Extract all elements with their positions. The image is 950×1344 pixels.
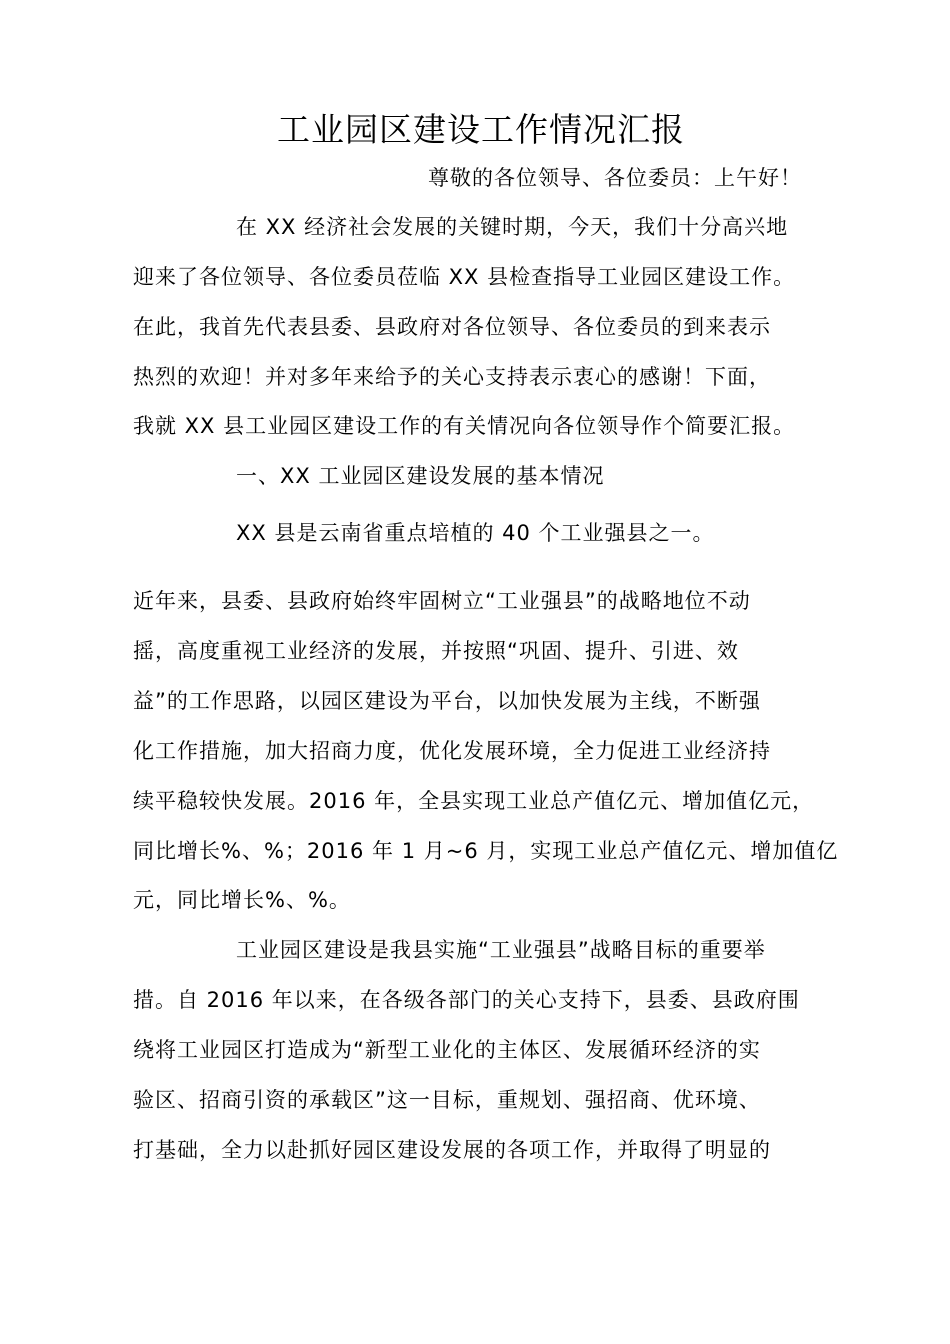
paragraph3-line-5: 续平稳较快发展。2016 年，全县实现工业总产值亿元、增加值亿元， [133, 789, 815, 813]
paragraph3-line-7: 元，同比增长%、%。 [133, 888, 351, 912]
paragraph4-line-3: 绕将工业园区打造成为“新型工业化的主体区、发展循环经济的实 [133, 1038, 761, 1062]
paragraph4-line-1: 工业园区建设是我县实施“工业强县”战略目标的重要举 [236, 938, 766, 962]
paragraph1-line-4: 热烈的欢迎！并对多年来给予的关心支持表示衷心的感谢！下面， [133, 365, 771, 389]
paragraph3-line-4: 化工作措施，加大招商力度，优化发展环境，全力促进工业经济持 [133, 739, 771, 763]
document-title: 工业园区建设工作情况汇报 [277, 110, 685, 149]
paragraph4-line-2: 措。自 2016 年以来，在各级各部门的关心支持下，县委、县政府围 [133, 988, 800, 1012]
section1-heading: 一、XX 工业园区建设发展的基本情况 [236, 464, 605, 488]
paragraph4-line-4: 验区、招商引资的承载区”这一目标，重规划、强招商、优环境、 [133, 1088, 761, 1112]
paragraph3-line-1: 近年来，县委、县政府始终牢固树立“工业强县”的战略地位不动 [133, 589, 751, 613]
paragraph3-line-6: 同比增长%、%；2016 年 1 月~6 月，实现工业总产值亿元、增加值亿 [133, 839, 839, 863]
greeting-line: 尊敬的各位领导、各位委员：上午好！ [428, 166, 802, 190]
paragraph3-line-2: 摇，高度重视工业经济的发展，并按照“巩固、提升、引进、效 [133, 639, 739, 663]
paragraph2-line-1: XX 县是云南省重点培植的 40 个工业强县之一。 [236, 521, 715, 545]
paragraph1-line-2: 迎来了各位领导、各位委员莅临 XX 县检查指导工业园区建设工作。 [133, 265, 796, 289]
paragraph3-line-3: 益”的工作思路，以园区建设为平台，以加快发展为主线，不断强 [133, 689, 761, 713]
paragraph1-line-1: 在 XX 经济社会发展的关键时期，今天，我们十分高兴地 [236, 215, 789, 239]
paragraph4-line-5: 打基础，全力以赴抓好园区建设发展的各项工作，并取得了明显的 [133, 1138, 771, 1162]
paragraph1-line-3: 在此，我首先代表县委、县政府对各位领导、各位委员的到来表示 [133, 315, 771, 339]
paragraph1-line-5: 我就 XX 县工业园区建设工作的有关情况向各位领导作个简要汇报。 [133, 414, 796, 438]
